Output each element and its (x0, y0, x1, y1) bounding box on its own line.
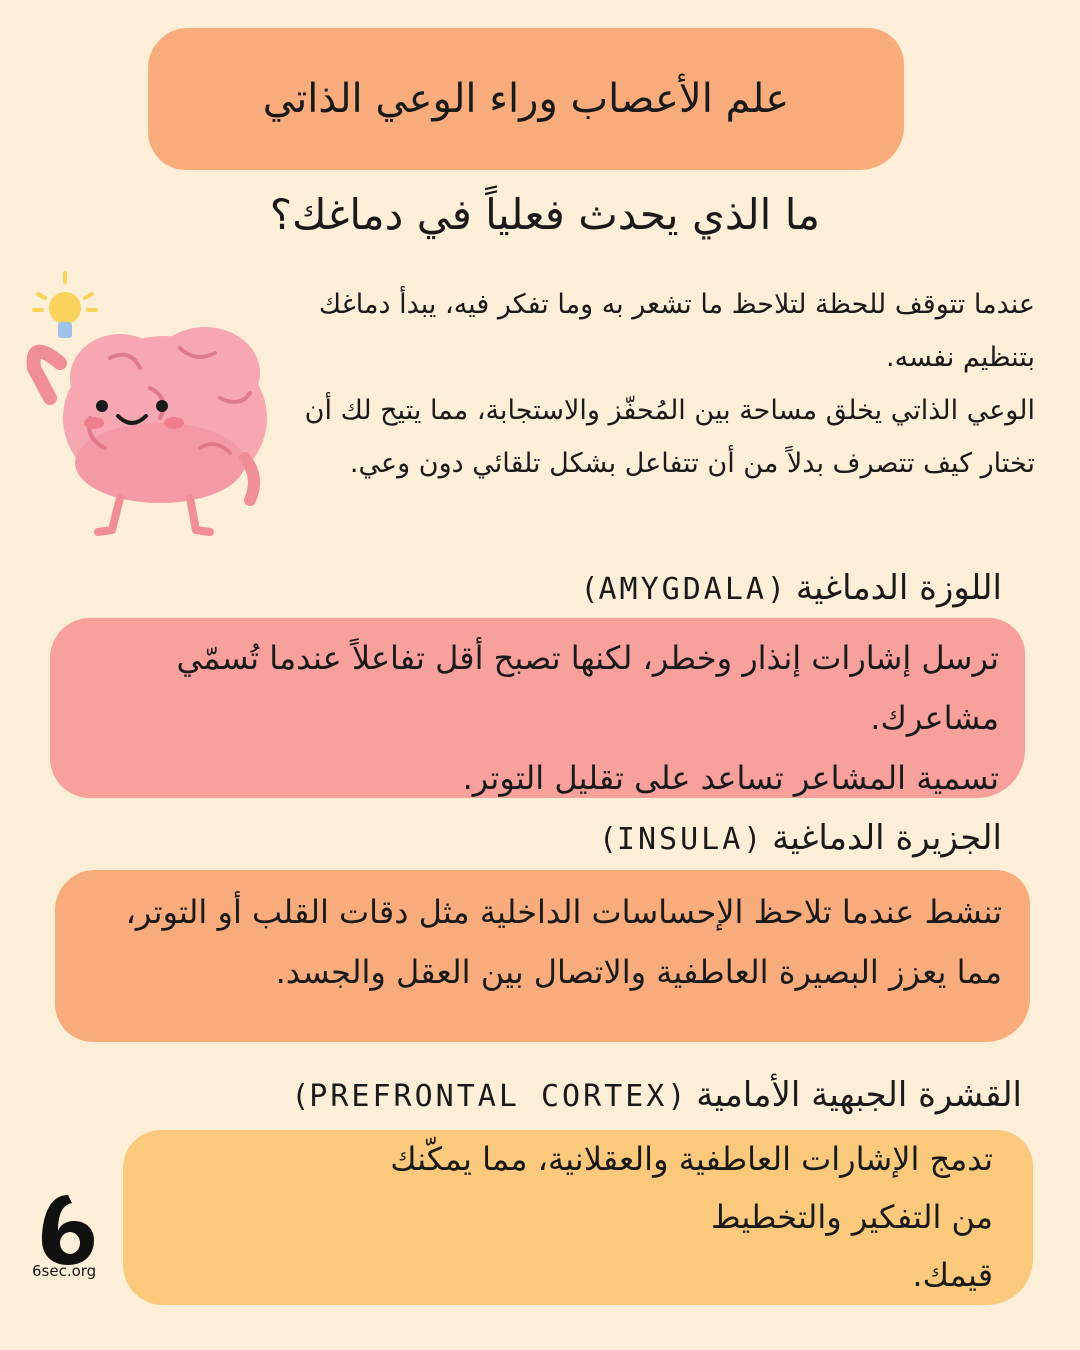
intro-paragraph-2: الوعي الذاتي يخلق مساحة بين المُحفّز والاستجابة، مما يتيح لك أن تختار كيف تتصرف بدلاً من أن تتفاعل بشكل تلقائي دون وعي. (304, 395, 1035, 479)
amygdala-heading-ar: اللوزة الدماغية (795, 568, 1002, 608)
prefrontal-body-2: من التفكير والتخطيط (711, 1198, 993, 1236)
brain-body (63, 327, 267, 503)
page-subtitle: ما الذي يحدث فعلياً في دماغك؟ (269, 190, 820, 239)
insula-heading (540, 818, 1002, 858)
prefrontal-card (123, 1130, 1033, 1305)
title-banner (148, 28, 904, 170)
insula-heading-en: (INSULA) (598, 822, 762, 857)
prefrontal-body-3: قيمك. (912, 1256, 993, 1294)
insula-card (55, 870, 1030, 1042)
prefrontal-heading-en: (PREFRONTAL CORTEX) (291, 1079, 686, 1114)
prefrontal-heading-ar: القشرة الجبهية الأمامية (696, 1075, 1022, 1115)
prefrontal-heading (150, 1075, 1022, 1115)
brain-mascot-icon (20, 268, 275, 543)
amygdala-heading-en: (AMYGDALA) (580, 572, 786, 607)
amygdala-heading (490, 568, 1002, 608)
prefrontal-body-1: تدمج الإشارات العاطفية والعقلانية، مما يمكّنك (390, 1140, 993, 1178)
lightbulb-icon (34, 273, 96, 338)
amygdala-body-1: ترسل إشارات إنذار وخطر، لكنها تصبح أقل تفاعلاً عندما تُسمّي مشاعرك. (176, 639, 999, 737)
page-title: علم الأعصاب وراء الوعي الذاتي (262, 76, 790, 122)
intro-text (290, 278, 1035, 490)
insula-heading-ar: الجزيرة الدماغية (772, 818, 1002, 858)
brand-site: 6sec.org (32, 1262, 97, 1280)
amygdala-body-2: تسمية المشاعر تساعد على تقليل التوتر. (462, 759, 999, 797)
amygdala-card (50, 618, 1025, 798)
intro-paragraph-1: عندما تتوقف للحظة لتلاحظ ما تشعر به وما تفكر فيه، يبدأ دماغك بتنظيم نفسه. (318, 289, 1035, 373)
insula-body-1: تنشط عندما تلاحظ الإحساسات الداخلية مثل دقات القلب أو التوتر، مما يعزز البصيرة العاطفية والاتصال بين العقل والجسد. (125, 893, 1002, 991)
